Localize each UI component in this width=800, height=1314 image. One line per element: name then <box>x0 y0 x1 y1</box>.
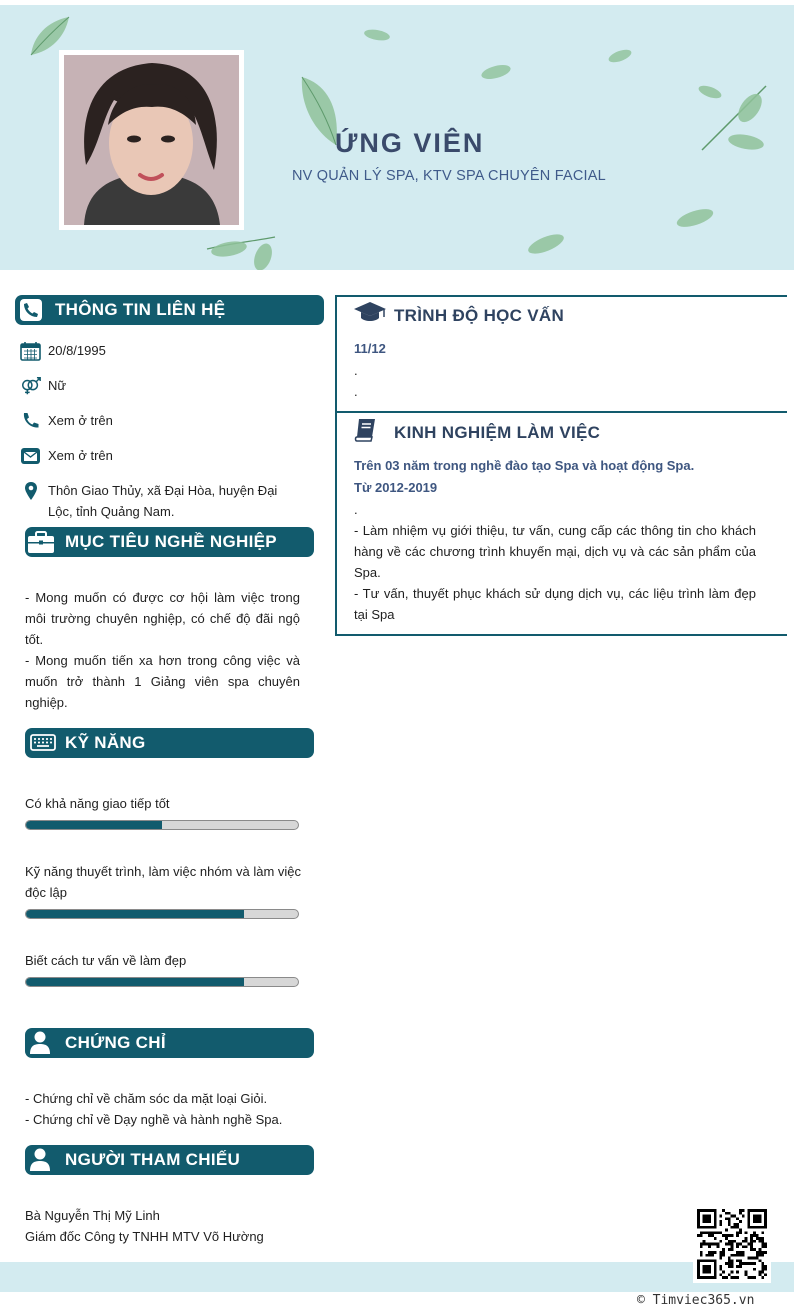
experience-section-title: KINH NGHIỆM LÀM VIỆC <box>394 423 601 442</box>
experience-line: - Tư vấn, thuyết phục khách sử dụng dịch vụ, các liệu trình làm đẹp tại Spa <box>354 586 756 622</box>
reference-line: Bà Nguyễn Thị Mỹ Linh <box>25 1208 160 1223</box>
certificate-line: - Chứng chỉ về chăm sóc da mặt loại Giỏi. <box>25 1091 268 1106</box>
calendar-icon <box>20 341 42 361</box>
envelope-icon <box>20 446 42 466</box>
education-section-title: TRÌNH ĐỘ HỌC VẤN <box>394 306 565 325</box>
email-text: Xem ở trên <box>48 448 113 463</box>
avatar <box>64 55 239 225</box>
briefcase-icon <box>27 529 55 560</box>
footer-band <box>0 1262 794 1292</box>
keyboard-icon <box>30 732 56 759</box>
leaf-decoration-icon <box>673 205 717 231</box>
graduation-cap-icon <box>353 300 387 324</box>
gender-icon <box>20 376 42 396</box>
birthday-text: 20/8/1995 <box>48 343 106 358</box>
contact-gender-row <box>20 375 300 396</box>
education-grade: 11/12 <box>354 341 386 356</box>
objective-section-title: MỤC TIÊU NGHỀ NGHIỆP <box>65 532 277 551</box>
contact-email-row <box>20 445 300 466</box>
skill-name: Biết cách tư vấn về làm đẹp <box>25 953 187 968</box>
qr-code <box>693 1205 771 1283</box>
skill-level-fill <box>26 821 162 829</box>
skills-section-header <box>25 728 314 758</box>
skill-level-fill <box>26 910 244 918</box>
user-icon <box>29 1031 51 1060</box>
education-detail: . <box>354 384 358 399</box>
experience-description <box>354 520 756 625</box>
header-banner <box>0 5 794 270</box>
book-icon <box>354 418 376 442</box>
skill-level-bar <box>25 977 299 987</box>
leaf-decoration-icon <box>205 233 277 270</box>
copyright-text: © Timviec365.vn <box>637 1293 755 1308</box>
skill-level-bar <box>25 820 299 830</box>
experience-summary: Trên 03 năm trong nghề đào tạo Spa và hoạt động Spa. <box>354 458 695 473</box>
objective-line: - Mong muốn tiến xa hơn trong công việc và muốn trở thành 1 Giảng viên spa chuyên nghiệp. <box>25 653 300 710</box>
phone-text: Xem ở trên <box>48 413 113 428</box>
contact-address-row <box>20 480 300 522</box>
candidate-name: ỨNG VIÊN <box>335 128 485 158</box>
certificates-section-title: CHỨNG CHỈ <box>65 1033 166 1052</box>
contact-birthday-row <box>20 340 300 361</box>
leaf-decoration-icon <box>478 60 514 84</box>
candidate-position: NV QUẢN LÝ SPA, KTV SPA CHUYÊN FACIAL <box>292 168 606 184</box>
certificates-section-header <box>25 1028 314 1058</box>
leaf-decoration-icon <box>605 47 635 65</box>
references-section-header <box>25 1145 314 1175</box>
map-pin-icon <box>20 481 42 501</box>
avatar-frame <box>59 50 244 230</box>
contact-section-header <box>15 295 324 325</box>
references-section-title: NGƯỜI THAM CHIẾU <box>65 1150 241 1169</box>
gender-text: Nữ <box>48 378 67 393</box>
phone-icon <box>20 411 42 431</box>
phone-icon <box>19 298 43 327</box>
skill-name: Có khả năng giao tiếp tốt <box>25 796 170 811</box>
user-icon <box>29 1148 51 1177</box>
experience-line: - Làm nhiệm vụ giới thiệu, tư vấn, cung cấp các thông tin cho khách hàng về các chương trình khuyến mại, dịch vụ và các sản phẩm của Spa. <box>354 523 756 580</box>
address-text: Thôn Giao Thủy, xã Đại Hòa, huyện Đại Lộc, tỉnh Quảng Nam. <box>48 483 278 519</box>
contact-phone-row <box>20 410 300 431</box>
certificate-line: - Chứng chỉ về Dạy nghề và hành nghề Spa. <box>25 1112 283 1127</box>
reference-line: Giám đốc Công ty TNHH MTV Võ Hường <box>25 1229 264 1244</box>
skill-name: Kỹ năng thuyết trình, làm việc nhóm và làm việc độc lập <box>25 864 302 900</box>
skill-level-bar <box>25 909 299 919</box>
leaf-decoration-icon <box>362 27 392 43</box>
skill-level-fill <box>26 978 244 986</box>
objective-line: - Mong muốn có được cơ hội làm việc trong môi trường chuyên nghiệp, có chế độ đãi ngộ tốt. <box>25 590 300 647</box>
objective-text <box>25 587 300 713</box>
experience-dot: . <box>354 502 358 517</box>
leaf-decoration-icon <box>524 230 568 258</box>
objective-section-header <box>25 527 314 557</box>
certificates-text <box>25 1088 300 1130</box>
education-detail: . <box>354 363 358 378</box>
experience-period: Từ 2012-2019 <box>354 480 438 495</box>
references-text <box>25 1205 300 1247</box>
contact-section-title: THÔNG TIN LIÊN HỆ <box>55 300 226 319</box>
skills-section-title: KỸ NĂNG <box>65 733 146 752</box>
leaf-decoration-icon <box>692 80 774 156</box>
qr-code-icon <box>697 1209 767 1279</box>
